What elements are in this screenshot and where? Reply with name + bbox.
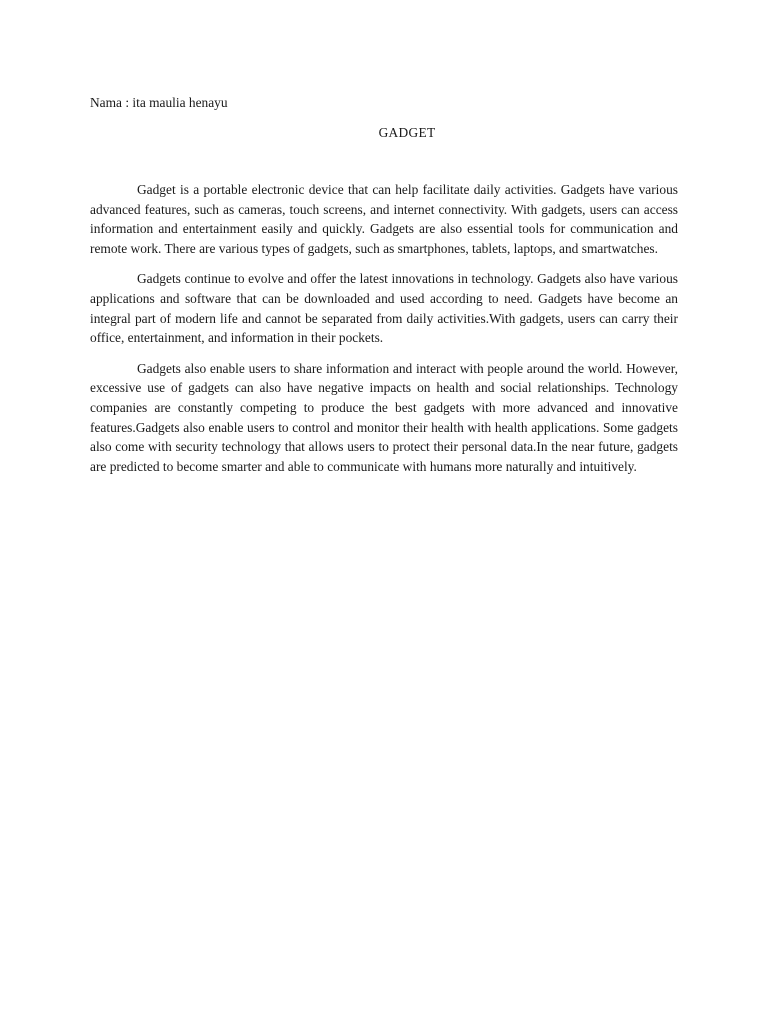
paragraph-3: Gadgets also enable users to share information and interact with people around the world. However, excessive use of gadgets can also have negative impacts on health and social relationships. Technology companies are constantly competing to produce the best gadgets with more advanced and innovative features.Gadgets also enable users to control and monitor their health with health applications. Some gadgets also come with security technology that allows users to protect their personal data.In the near future, gadgets are predicted to become smarter and able to communicate with humans more naturally and intuitively. <box>90 360 678 474</box>
document-title: GADGET <box>378 125 436 140</box>
author-line: Nama : ita maulia henayu <box>90 95 228 110</box>
paragraph-1: Gadget is a portable electronic device that can help facilitate daily activities. Gadgets have various advanced features, such as cameras, touch screens, and internet connectivity. With gadgets, users can access information and entertainment easily and quickly. Gadgets are also essential tools for communication and remote work. There are various types of gadgets, such as smartphones, tablets, laptops, and smartwatches. <box>90 182 678 256</box>
document-body <box>90 180 678 487</box>
paragraph-2: Gadgets continue to evolve and offer the latest innovations in technology. Gadgets also have various applications and software that can be downloaded and used according to need. Gadgets have become an integral part of modern life and cannot be separated from daily activities.With gadgets, users can carry their office, entertainment, and information in their pockets. <box>90 271 678 346</box>
